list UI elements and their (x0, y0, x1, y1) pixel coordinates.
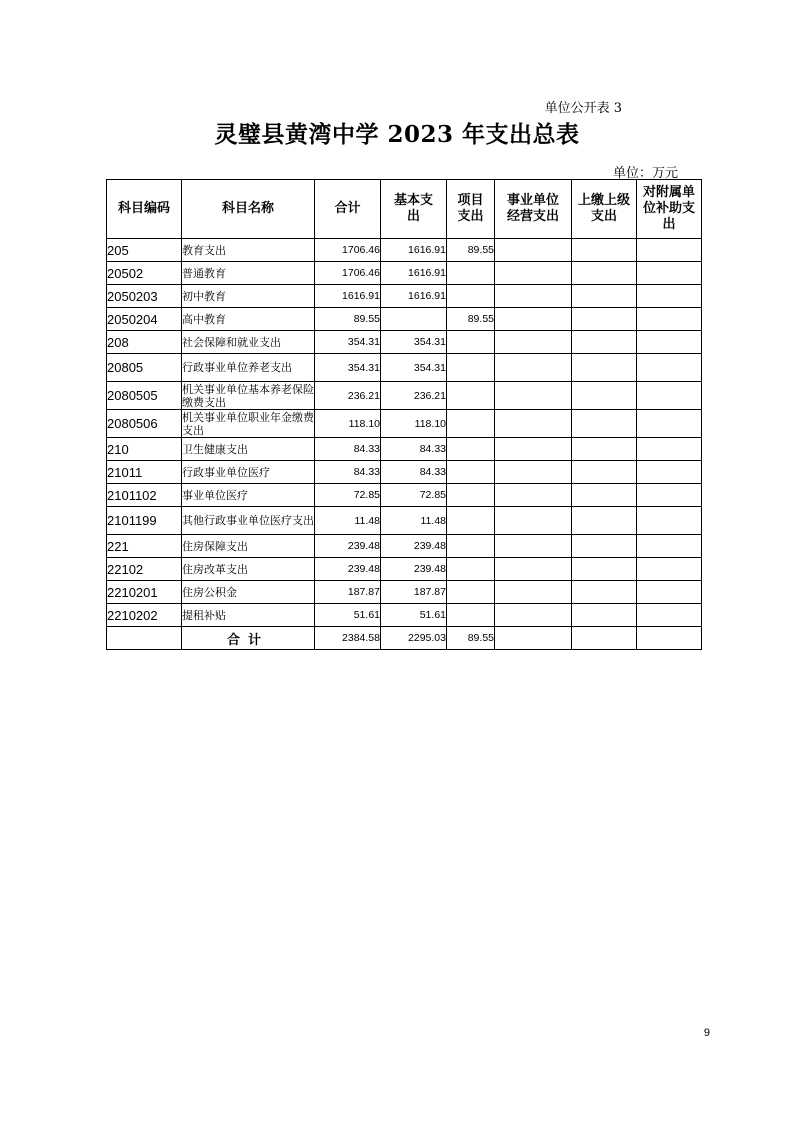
row-subsidy (637, 438, 702, 461)
row-basic: 354.31 (381, 331, 447, 354)
row-name: 卫生健康支出 (182, 438, 315, 461)
row-name: 事业单位医疗 (182, 484, 315, 507)
row-business (495, 558, 572, 581)
row-subsidy (637, 308, 702, 331)
row-name: 教育支出 (182, 239, 315, 262)
row-business (495, 382, 572, 410)
row-project (447, 484, 495, 507)
row-name: 高中教育 (182, 308, 315, 331)
table-row (107, 507, 702, 535)
table-row (107, 354, 702, 382)
row-name: 其他行政事业单位医疗支出 (182, 507, 315, 535)
row-name: 机关事业单位基本养老保险缴费支出 (182, 382, 314, 409)
row-business (495, 581, 572, 604)
row-project (447, 354, 495, 382)
row-business (495, 262, 572, 285)
row-code: 2080505 (107, 382, 182, 410)
row-total: 89.55 (315, 308, 381, 331)
row-total: 51.61 (315, 604, 381, 627)
row-name: 住房改革支出 (182, 558, 315, 581)
row-total: 354.31 (315, 354, 381, 382)
row-total: 84.33 (315, 461, 381, 484)
row-code: 2210202 (107, 604, 182, 627)
row-upper (572, 331, 637, 354)
row-total: 1616.91 (315, 285, 381, 308)
row-project (447, 507, 495, 535)
row-total: 11.48 (315, 507, 381, 535)
row-code: 210 (107, 438, 182, 461)
header-code: 科目编码 (107, 180, 182, 239)
row-basic: 187.87 (381, 581, 447, 604)
table-row (107, 331, 702, 354)
total-total: 2384.58 (315, 627, 381, 650)
row-upper (572, 382, 637, 410)
row-total: 72.85 (315, 484, 381, 507)
total-project: 89.55 (447, 627, 495, 650)
row-upper (572, 239, 637, 262)
row-basic: 11.48 (381, 507, 447, 535)
row-upper (572, 354, 637, 382)
row-upper (572, 461, 637, 484)
row-name: 行政事业单位养老支出 (182, 354, 315, 382)
row-project: 89.55 (447, 308, 495, 331)
row-project (447, 581, 495, 604)
row-name: 住房保障支出 (182, 535, 315, 558)
row-upper (572, 410, 637, 438)
row-name: 社会保障和就业支出 (182, 331, 315, 354)
row-total: 84.33 (315, 438, 381, 461)
row-code: 2101102 (107, 484, 182, 507)
page-title: 灵璧县黄湾中学 2023 年支出总表 (214, 121, 580, 148)
header-subsidy: 对附属单位补助支出 (637, 180, 702, 239)
total-subsidy (637, 627, 702, 650)
row-name: 普通教育 (182, 262, 315, 285)
row-subsidy (637, 604, 702, 627)
row-project (447, 461, 495, 484)
row-upper (572, 484, 637, 507)
row-name: 住房公积金 (182, 581, 315, 604)
row-project: 89.55 (447, 239, 495, 262)
row-code: 2080506 (107, 410, 182, 438)
row-subsidy (637, 507, 702, 535)
row-upper (572, 535, 637, 558)
row-business (495, 507, 572, 535)
table-row (107, 285, 702, 308)
row-basic: 1616.91 (381, 262, 447, 285)
row-subsidy (637, 285, 702, 308)
total-code (107, 627, 182, 650)
table-row (107, 438, 702, 461)
header-total: 合计 (315, 180, 381, 239)
row-subsidy (637, 581, 702, 604)
row-basic: 239.48 (381, 535, 447, 558)
total-business (495, 627, 572, 650)
row-total: 118.10 (315, 410, 381, 438)
row-business (495, 331, 572, 354)
row-upper (572, 262, 637, 285)
row-total: 1706.46 (315, 262, 381, 285)
header-name: 科目名称 (182, 180, 315, 239)
row-basic: 354.31 (381, 354, 447, 382)
unit-label: 单位：万元 (612, 166, 678, 181)
table-row (107, 382, 702, 410)
page-number: 9 (703, 1027, 710, 1039)
row-total: 236.21 (315, 382, 381, 410)
header-upper: 上缴上级支出 (572, 180, 637, 239)
row-subsidy (637, 535, 702, 558)
row-basic: 84.33 (381, 461, 447, 484)
row-subsidy (637, 461, 702, 484)
row-business (495, 438, 572, 461)
row-upper (572, 558, 637, 581)
row-basic: 84.33 (381, 438, 447, 461)
row-subsidy (637, 558, 702, 581)
table-row (107, 581, 702, 604)
row-project (447, 382, 495, 410)
row-upper (572, 581, 637, 604)
row-upper (572, 308, 637, 331)
row-basic: 239.48 (381, 558, 447, 581)
row-upper (572, 285, 637, 308)
row-business (495, 604, 572, 627)
row-business (495, 461, 572, 484)
table-header-row (107, 180, 702, 239)
row-business (495, 410, 572, 438)
table-row (107, 461, 702, 484)
row-subsidy (637, 331, 702, 354)
row-code: 2210201 (107, 581, 182, 604)
row-code: 221 (107, 535, 182, 558)
row-business (495, 535, 572, 558)
row-subsidy (637, 484, 702, 507)
row-total: 187.87 (315, 581, 381, 604)
table-row (107, 239, 702, 262)
row-basic: 51.61 (381, 604, 447, 627)
row-business (495, 308, 572, 331)
row-basic: 1616.91 (381, 285, 447, 308)
row-subsidy (637, 354, 702, 382)
table-row (107, 604, 702, 627)
table-row (107, 262, 702, 285)
row-project (447, 262, 495, 285)
header-project: 项目支出 (447, 180, 495, 239)
total-basic: 2295.03 (381, 627, 447, 650)
total-upper (572, 627, 637, 650)
row-project (447, 558, 495, 581)
row-total: 239.48 (315, 535, 381, 558)
row-project (447, 285, 495, 308)
row-code: 20502 (107, 262, 182, 285)
row-project (447, 438, 495, 461)
row-upper (572, 604, 637, 627)
expenditure-summary-table (106, 179, 702, 650)
row-project (447, 331, 495, 354)
header-business: 事业单位经营支出 (495, 180, 572, 239)
row-business (495, 239, 572, 262)
row-code: 2101199 (107, 507, 182, 535)
row-name: 行政事业单位医疗 (182, 461, 315, 484)
row-subsidy (637, 410, 702, 438)
table-row (107, 484, 702, 507)
row-project (447, 604, 495, 627)
total-label: 合计 (182, 627, 315, 650)
row-total: 1706.46 (315, 239, 381, 262)
row-basic (381, 308, 447, 331)
table-row (107, 535, 702, 558)
table-row (107, 558, 702, 581)
table-row (107, 410, 702, 438)
row-total: 354.31 (315, 331, 381, 354)
row-subsidy (637, 239, 702, 262)
header-basic: 基本支出 (381, 180, 447, 239)
row-name: 机关事业单位职业年金缴费支出 (182, 410, 314, 437)
table-number-label: 单位公开表 3 (544, 101, 622, 116)
row-business (495, 484, 572, 507)
row-basic: 236.21 (381, 382, 447, 410)
row-name: 提租补贴 (182, 604, 315, 627)
row-upper (572, 507, 637, 535)
row-subsidy (637, 262, 702, 285)
row-basic: 118.10 (381, 410, 447, 438)
row-code: 22102 (107, 558, 182, 581)
row-code: 208 (107, 331, 182, 354)
row-business (495, 285, 572, 308)
row-code: 20805 (107, 354, 182, 382)
row-total: 239.48 (315, 558, 381, 581)
row-code: 205 (107, 239, 182, 262)
table-row (107, 308, 702, 331)
row-code: 21011 (107, 461, 182, 484)
row-subsidy (637, 382, 702, 410)
row-project (447, 410, 495, 438)
row-code: 2050203 (107, 285, 182, 308)
row-basic: 72.85 (381, 484, 447, 507)
row-project (447, 535, 495, 558)
row-code: 2050204 (107, 308, 182, 331)
row-basic: 1616.91 (381, 239, 447, 262)
row-upper (572, 438, 637, 461)
table-total-row (107, 627, 702, 650)
row-name: 初中教育 (182, 285, 315, 308)
row-business (495, 354, 572, 382)
